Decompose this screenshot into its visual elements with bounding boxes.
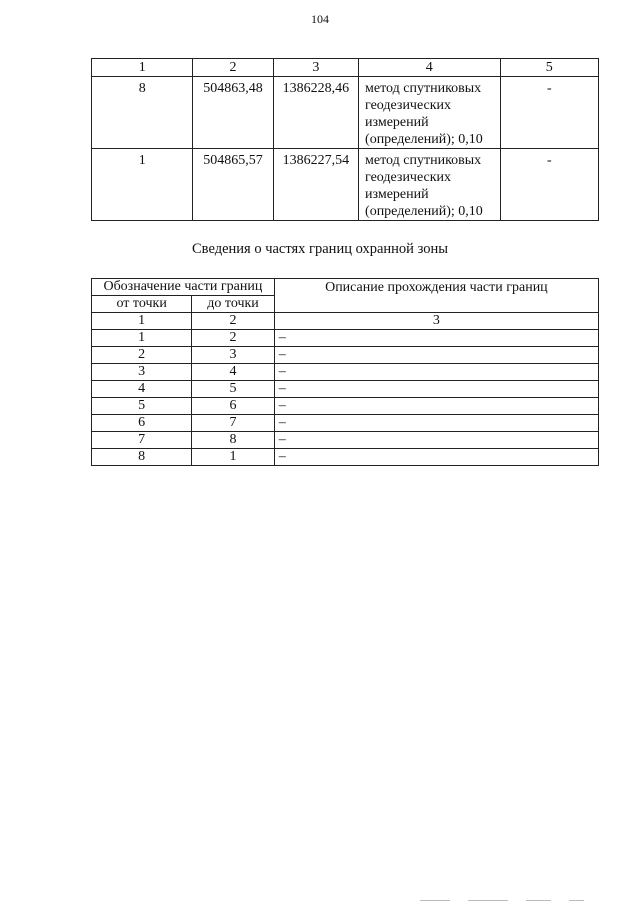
from-point: 6 [92,415,192,432]
table-row [92,149,599,221]
section-title: Сведения о частях границ охранной зоны [192,241,448,257]
table-row [92,432,599,449]
column-number-2: 2 [193,59,273,77]
from-point: 5 [92,398,192,415]
scan-artifact-marks [420,897,620,900]
group-header: Обозначение части границ [92,279,275,296]
column-number-2: 2 [192,313,274,330]
to-point: 7 [192,415,274,432]
column-number-3: 3 [274,313,598,330]
method-line: измерений [365,187,429,202]
from-point: 1 [92,330,192,347]
table-row [92,398,599,415]
table-header-row [92,59,599,77]
point-number: 1 [92,149,193,221]
coordinate-x: 504865,57 [193,149,273,221]
part-description: – [274,381,598,398]
group-header-row [92,279,599,296]
method-line: метод спутниковых [365,153,482,168]
to-point-header: до точки [192,296,274,313]
coordinate-y: 1386227,54 [273,149,358,221]
part-description: – [274,398,598,415]
part-description: – [274,347,598,364]
table-row [92,381,599,398]
to-point: 6 [192,398,274,415]
part-description: – [274,432,598,449]
method-line: (определений); 0,10 [365,204,483,219]
table-row [92,330,599,347]
part-description: – [274,330,598,347]
coordinates-table [91,58,599,221]
column-number-5: 5 [500,59,598,77]
page-number: 104 [311,12,329,26]
table-row [92,415,599,432]
from-point: 4 [92,381,192,398]
table-row [92,449,599,466]
description-header: Описание прохождения части границ [274,279,598,313]
method-line: метод спутниковых [365,81,482,96]
part-description: – [274,364,598,381]
table-row [92,364,599,381]
to-point: 3 [192,347,274,364]
method-description [359,77,501,149]
from-point: 8 [92,449,192,466]
from-point: 2 [92,347,192,364]
column-number-4: 4 [359,59,501,77]
boundary-parts-table [91,278,599,466]
method-line: геодезических [365,98,452,113]
column-numbers-row [92,313,599,330]
table-row [92,347,599,364]
coordinate-x: 504863,48 [193,77,273,149]
method-description [359,149,501,221]
to-point: 1 [192,449,274,466]
to-point: 4 [192,364,274,381]
method-line: геодезических [365,170,452,185]
column-number-3: 3 [273,59,358,77]
coordinate-y: 1386228,46 [273,77,358,149]
method-line: (определений); 0,10 [365,132,483,147]
part-description: – [274,449,598,466]
to-point: 8 [192,432,274,449]
method-line: измерений [365,115,429,130]
to-point: 2 [192,330,274,347]
extra-value: - [500,77,598,149]
part-description: – [274,415,598,432]
from-point: 7 [92,432,192,449]
from-point: 3 [92,364,192,381]
column-number-1: 1 [92,59,193,77]
table-row [92,77,599,149]
extra-value: - [500,149,598,221]
point-number: 8 [92,77,193,149]
to-point: 5 [192,381,274,398]
from-point-header: от точки [92,296,192,313]
column-number-1: 1 [92,313,192,330]
